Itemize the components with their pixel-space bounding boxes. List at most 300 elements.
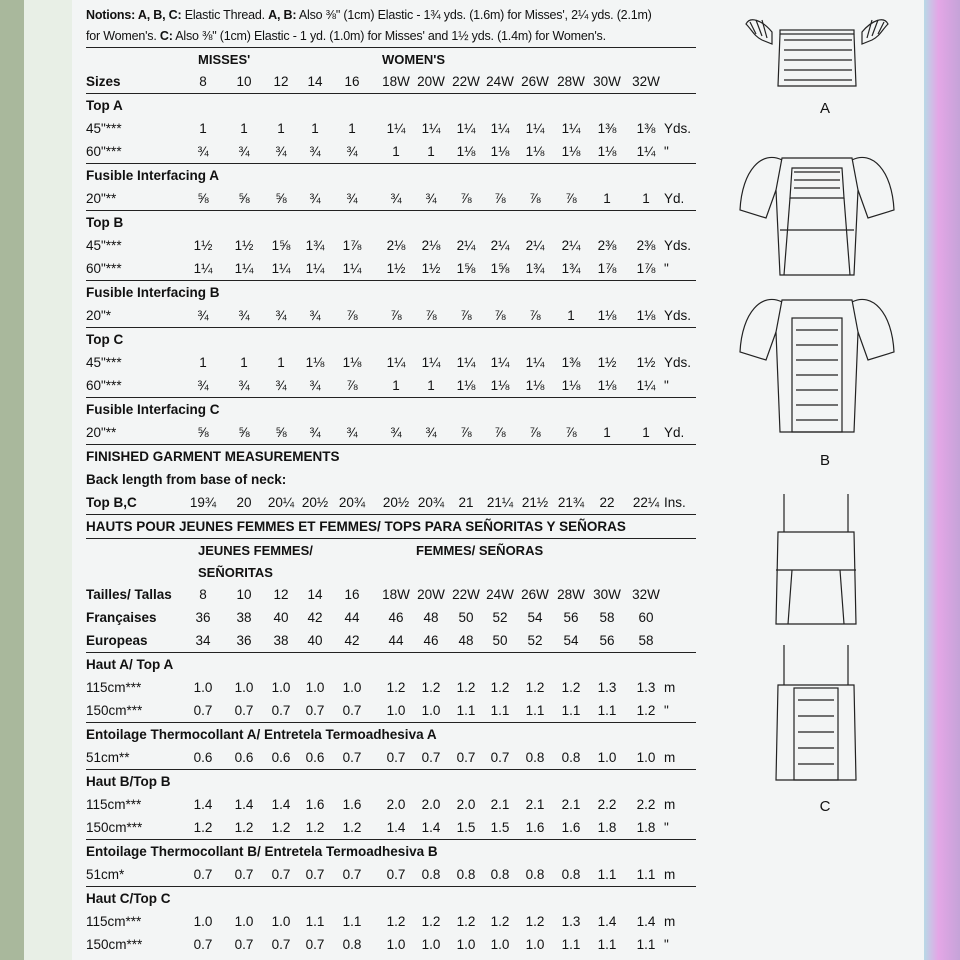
cell-value: 1.0 <box>193 914 213 929</box>
cell-value: 20½ <box>382 495 410 510</box>
cell-value: 40 <box>273 610 289 625</box>
cell-value: 1¼ <box>386 355 406 370</box>
cell-value: 2.2 <box>636 797 656 812</box>
row-label: 60"*** <box>86 378 122 393</box>
yardage-row <box>86 304 696 327</box>
cell-value: 1⅛ <box>456 144 476 159</box>
cell-value: 1⅛ <box>490 378 510 393</box>
cell-value: 22¼ <box>632 495 660 510</box>
cell-value: 44 <box>344 610 360 625</box>
row-label: 60"*** <box>86 144 122 159</box>
cell-value: 1 <box>240 121 248 136</box>
section-0 <box>86 94 696 117</box>
notions-womens-text: for Women's. <box>86 29 160 43</box>
cell-value: ¾ <box>309 425 321 440</box>
cell-value: 1¼ <box>456 121 476 136</box>
cell-value: 16 <box>344 587 360 602</box>
yardage-row <box>86 351 696 374</box>
metric-yardage-row <box>86 863 696 886</box>
cell-value: 56 <box>599 633 615 648</box>
cell-value: ¾ <box>197 144 209 159</box>
cell-value: 40 <box>307 633 323 648</box>
cell-value: 1.0 <box>234 914 254 929</box>
cell-value: ¾ <box>275 378 287 393</box>
cell-value: 1.2 <box>305 820 325 835</box>
cell-value: 16 <box>344 74 360 89</box>
cell-value: ⅞ <box>346 308 358 323</box>
cell-value: 1¼ <box>561 121 581 136</box>
cell-value: 0.7 <box>271 703 291 718</box>
cell-value: 1.0 <box>386 937 406 952</box>
europeas-row <box>86 629 696 652</box>
cell-value: 1⅞ <box>597 261 617 276</box>
cell-value: 1.1 <box>305 914 325 929</box>
view-a-label: A <box>819 100 830 117</box>
row-label: Françaises <box>86 610 157 625</box>
cell-value: 1⅛ <box>525 378 545 393</box>
cell-value: ¾ <box>238 308 250 323</box>
cell-value: ⅞ <box>460 308 472 323</box>
metric-section-3 <box>86 840 696 863</box>
cell-value: 28W <box>557 74 585 89</box>
metric-section-1 <box>86 723 696 746</box>
cell-value: 0.7 <box>234 703 254 718</box>
cell-value: 1 <box>199 355 207 370</box>
cell-value: 1⅝ <box>456 261 476 276</box>
group-femmes-label: FEMMES/ SEÑORAS <box>416 543 544 558</box>
cell-value: 22 <box>599 495 615 510</box>
cell-value: 1.6 <box>525 820 545 835</box>
cell-value: 21 <box>458 495 474 510</box>
cell-value: 36 <box>195 610 211 625</box>
cell-value: 1 <box>199 121 207 136</box>
row-unit: " <box>664 144 669 159</box>
cell-value: 0.7 <box>342 750 362 765</box>
cell-value: 1½ <box>386 261 406 276</box>
cell-value: 1.4 <box>193 797 213 812</box>
cell-value: ⅝ <box>238 425 250 440</box>
cell-value: 1.1 <box>597 937 617 952</box>
cell-value: 1.2 <box>193 820 213 835</box>
section-title: Haut B/Top B <box>86 774 171 789</box>
cell-value: 1⅛ <box>490 144 510 159</box>
row-label: Sizes <box>86 74 121 89</box>
section-3 <box>86 281 696 304</box>
row-label: Tailles/ Tallas <box>86 587 172 602</box>
cell-value: 1.4 <box>597 914 617 929</box>
cell-value: 1⅜ <box>561 355 581 370</box>
cell-value: 1.1 <box>636 867 656 882</box>
cell-value: 1⅛ <box>561 144 581 159</box>
cell-value: 19¾ <box>189 495 217 510</box>
cell-value: 1 <box>392 144 400 159</box>
section-title: Haut A/ Top A <box>86 657 174 672</box>
cell-value: 58 <box>638 633 654 648</box>
section-title: Top A <box>86 98 123 113</box>
cell-value: 60 <box>638 610 654 625</box>
metric-sizes-row <box>86 583 696 606</box>
row-unit: m <box>664 867 676 882</box>
cell-value: 1.2 <box>386 914 406 929</box>
cell-value: 1½ <box>193 238 213 253</box>
cell-value: 0.8 <box>421 867 441 882</box>
cell-value: 1¼ <box>234 261 254 276</box>
cell-value: 1⅝ <box>490 261 510 276</box>
group-jeunes-label: JEUNES FEMMES/ <box>198 543 313 558</box>
cell-value: 58 <box>599 610 615 625</box>
cell-value: 1⅛ <box>636 308 656 323</box>
notions-line-2 <box>86 26 696 47</box>
cell-value: 1.0 <box>386 703 406 718</box>
cell-value: ¾ <box>346 425 358 440</box>
cell-value: 21¼ <box>486 495 514 510</box>
notions-ab-label: A, B: <box>268 8 297 22</box>
cell-value: 1¼ <box>525 121 545 136</box>
cell-value: 0.6 <box>234 750 254 765</box>
section-title: Top B <box>86 215 124 230</box>
cell-value: 1.1 <box>636 937 656 952</box>
left-edge-strip <box>0 0 24 960</box>
cell-value: 1⅛ <box>597 378 617 393</box>
cell-value: 1.4 <box>271 797 291 812</box>
cell-value: ¾ <box>390 425 402 440</box>
cell-value: 54 <box>527 610 543 625</box>
cell-value: 1.2 <box>525 914 545 929</box>
cell-value: 1.1 <box>597 867 617 882</box>
cell-value: 0.7 <box>342 867 362 882</box>
view-b-label: B <box>819 452 830 469</box>
cell-value: 1.0 <box>234 680 254 695</box>
cell-value: 1.0 <box>636 750 656 765</box>
row-unit: Yds. <box>664 121 692 136</box>
cell-value: 1.2 <box>234 820 254 835</box>
row-unit: Yd. <box>664 191 685 206</box>
cell-value: 1.3 <box>597 680 617 695</box>
cell-value: 1½ <box>234 238 254 253</box>
cell-value: 21½ <box>521 495 549 510</box>
cell-value: 1.1 <box>525 703 545 718</box>
cell-value: 1¼ <box>305 261 325 276</box>
cell-value: 1¼ <box>490 121 510 136</box>
notions-c-text: Also ⅜" (1cm) Elastic - 1 yd. (1.0m) for Misses' and 1½ yds. (1.4m) for Women's. <box>172 29 606 43</box>
section-title: Haut C/Top C <box>86 891 171 906</box>
cell-value: 0.7 <box>456 750 476 765</box>
cell-value: 0.7 <box>271 867 291 882</box>
cell-value: 1⅜ <box>597 121 617 136</box>
section-title: Entoilage Thermocollant A/ Entretela Termoadhesiva A <box>86 727 437 742</box>
cell-value: 2⅛ <box>421 238 441 253</box>
cell-value: 1.2 <box>490 680 510 695</box>
cell-value: 1 <box>642 191 650 206</box>
cell-value: 2.1 <box>525 797 545 812</box>
cell-value: 1¼ <box>421 121 441 136</box>
cell-value: 1.2 <box>456 680 476 695</box>
cell-value: 1⅝ <box>271 238 291 253</box>
cell-value: 1.2 <box>386 680 406 695</box>
cell-value: 38 <box>273 633 289 648</box>
cell-value: 1¼ <box>271 261 291 276</box>
cell-value: 10 <box>236 74 252 89</box>
row-label: 150cm*** <box>86 820 143 835</box>
cell-value: ¾ <box>309 144 321 159</box>
cell-value: 1⅛ <box>456 378 476 393</box>
cell-value: 1.0 <box>525 937 545 952</box>
section-title: HAUTS POUR JEUNES FEMMES ET FEMMES/ TOPS PARA SEÑORITAS Y SEÑORAS <box>86 519 626 534</box>
cell-value: 2¼ <box>561 238 581 253</box>
cell-value: ¾ <box>425 425 437 440</box>
cell-value: 1.2 <box>271 820 291 835</box>
view-a-illustration <box>746 20 888 86</box>
cell-value: 1.2 <box>525 680 545 695</box>
cell-value: 0.7 <box>386 867 406 882</box>
row-label: 150cm*** <box>86 703 143 718</box>
cell-value: 0.8 <box>525 750 545 765</box>
cell-value: 1 <box>240 355 248 370</box>
row-label: 51cm* <box>86 867 125 882</box>
cell-value: ⅞ <box>494 425 506 440</box>
row-label: 45"*** <box>86 121 122 136</box>
cell-value: 1.0 <box>421 703 441 718</box>
cell-value: 44 <box>388 633 404 648</box>
cell-value: ¾ <box>309 191 321 206</box>
cell-value: 20¼ <box>267 495 295 510</box>
cell-value: 1.2 <box>490 914 510 929</box>
cell-value: 1.3 <box>636 680 656 695</box>
cell-value: 1⅜ <box>636 121 656 136</box>
cell-value: 1.0 <box>271 680 291 695</box>
row-unit: m <box>664 680 676 695</box>
cell-value: 0.6 <box>271 750 291 765</box>
row-unit: " <box>664 937 669 952</box>
row-unit: " <box>664 261 669 276</box>
cell-value: ⅞ <box>529 308 541 323</box>
view-c-back-illustration <box>776 645 856 780</box>
cell-value: 32W <box>632 587 660 602</box>
section-title: Entoilage Thermocollant B/ Entretela Termoadhesiva B <box>86 844 438 859</box>
cell-value: 0.7 <box>421 750 441 765</box>
cell-value: 42 <box>344 633 360 648</box>
cell-value: 12 <box>273 74 289 89</box>
cell-value: 1.2 <box>421 680 441 695</box>
cell-value: 0.8 <box>561 867 581 882</box>
row-label: 51cm** <box>86 750 130 765</box>
cell-value: 0.7 <box>193 867 213 882</box>
cell-value: 1⅞ <box>342 238 362 253</box>
cell-value: 0.7 <box>234 867 254 882</box>
cell-value: 46 <box>423 633 439 648</box>
cell-value: 1 <box>427 378 435 393</box>
cell-value: 2¼ <box>525 238 545 253</box>
metric-section-4 <box>86 887 696 910</box>
cell-value: 1 <box>348 121 356 136</box>
cell-value: 56 <box>563 610 579 625</box>
metric-title <box>86 515 696 538</box>
row-label: 115cm*** <box>86 680 142 695</box>
row-unit: m <box>664 914 676 929</box>
yardage-row <box>86 187 696 210</box>
cell-value: 0.8 <box>456 867 476 882</box>
cell-value: 14 <box>307 74 323 89</box>
cell-value: 30W <box>593 74 621 89</box>
cell-value: 1 <box>603 191 611 206</box>
group-womens-label: WOMEN'S <box>382 52 446 67</box>
cell-value: 1.1 <box>561 703 581 718</box>
section-title: Fusible Interfacing A <box>86 168 220 183</box>
cell-value: 1.6 <box>305 797 325 812</box>
section-5 <box>86 398 696 421</box>
cell-value: 48 <box>458 633 474 648</box>
cell-value: 1 <box>392 378 400 393</box>
cell-value: 24W <box>486 74 514 89</box>
row-label: 20"* <box>86 308 112 323</box>
cell-value: 1.1 <box>597 703 617 718</box>
cell-value: 1.3 <box>561 914 581 929</box>
cell-value: ¾ <box>197 308 209 323</box>
cell-value: 1⅛ <box>305 355 325 370</box>
cell-value: 1.2 <box>421 914 441 929</box>
cell-value: 0.7 <box>305 867 325 882</box>
cell-value: 1.1 <box>490 703 510 718</box>
group-jeunes-label-2: SEÑORITAS <box>198 565 273 580</box>
row-label: 60"*** <box>86 261 122 276</box>
cell-value: 1 <box>427 144 435 159</box>
row-unit: Yds. <box>664 308 692 323</box>
section-title: Fusible Interfacing C <box>86 402 220 417</box>
cell-value: ¾ <box>390 191 402 206</box>
cell-value: 1.0 <box>490 937 510 952</box>
cell-value: 0.8 <box>490 867 510 882</box>
cell-value: 32W <box>632 74 660 89</box>
row-unit: Yds. <box>664 238 692 253</box>
cell-value: ¾ <box>309 378 321 393</box>
row-unit: Yd. <box>664 425 685 440</box>
cell-value: 2.0 <box>421 797 441 812</box>
row-label: 45"*** <box>86 355 122 370</box>
metric-yardage-row <box>86 816 696 839</box>
misses-womens-header <box>86 48 696 70</box>
cell-value: 1.0 <box>456 937 476 952</box>
cell-value: ⅝ <box>275 425 287 440</box>
metric-yardage-row <box>86 793 696 816</box>
cell-value: ⅞ <box>529 191 541 206</box>
cell-value: ⅝ <box>197 191 209 206</box>
view-b-front-illustration <box>740 157 894 275</box>
cell-value: 1¼ <box>421 355 441 370</box>
notions-elastic-thread: Elastic Thread. <box>181 8 269 22</box>
cell-value: 14 <box>307 587 323 602</box>
cell-value: 1.0 <box>305 680 325 695</box>
cell-value: ¾ <box>238 378 250 393</box>
cell-value: 0.7 <box>305 703 325 718</box>
cell-value: 2¼ <box>490 238 510 253</box>
cell-value: 54 <box>563 633 579 648</box>
right-edge-strip <box>924 0 960 960</box>
cell-value: ⅞ <box>494 308 506 323</box>
cell-value: 0.8 <box>561 750 581 765</box>
row-unit: Yds. <box>664 355 692 370</box>
cell-value: 26W <box>521 74 549 89</box>
cell-value: 52 <box>492 610 508 625</box>
cell-value: 10 <box>236 587 252 602</box>
cell-value: 1¼ <box>490 355 510 370</box>
notions-c-label: C: <box>159 29 173 43</box>
cell-value: ⅞ <box>565 425 577 440</box>
cell-value: 1¼ <box>456 355 476 370</box>
row-label: 150cm*** <box>86 937 143 952</box>
cell-value: 1.1 <box>456 703 476 718</box>
back-length-label <box>86 468 696 491</box>
cell-value: 38 <box>236 610 252 625</box>
row-label: 20"** <box>86 191 117 206</box>
row-label: Europeas <box>86 633 148 648</box>
cell-value: 2.1 <box>490 797 510 812</box>
cell-value: ¾ <box>238 144 250 159</box>
row-label: 45"*** <box>86 238 122 253</box>
cell-value: 1.4 <box>234 797 254 812</box>
cell-value: 1.2 <box>456 914 476 929</box>
back-length-row <box>86 491 696 514</box>
cell-value: 1½ <box>636 355 656 370</box>
cell-value: 18W <box>382 587 410 602</box>
section-title: Fusible Interfacing B <box>86 285 220 300</box>
view-b-back-illustration <box>740 299 894 432</box>
view-c-front-illustration <box>776 494 856 624</box>
cell-value: 1.6 <box>561 820 581 835</box>
cell-value: ¾ <box>275 308 287 323</box>
section-title: FINISHED GARMENT MEASUREMENTS <box>86 449 340 464</box>
cell-value: 1⅛ <box>561 378 581 393</box>
cell-value: 1 <box>277 121 285 136</box>
yardage-row <box>86 257 696 280</box>
cell-value: 2⅜ <box>636 238 656 253</box>
cell-value: 1 <box>642 425 650 440</box>
cell-value: 1¾ <box>305 238 325 253</box>
cell-value: 46 <box>388 610 404 625</box>
cell-value: 2¼ <box>456 238 476 253</box>
sizes-row <box>86 70 696 93</box>
cell-value: 1⅞ <box>636 261 656 276</box>
cell-value: ¾ <box>309 308 321 323</box>
cell-value: 12 <box>273 587 289 602</box>
cell-value: ⅞ <box>494 191 506 206</box>
cell-value: 1¼ <box>386 121 406 136</box>
cell-value: 22W <box>452 587 480 602</box>
row-unit: " <box>664 378 669 393</box>
garment-illustrations <box>732 0 922 960</box>
cell-value: 0.6 <box>193 750 213 765</box>
notions-line-1 <box>86 5 696 26</box>
cell-value: 1¾ <box>561 261 581 276</box>
cell-value: 50 <box>492 633 508 648</box>
cell-value: 42 <box>307 610 323 625</box>
cell-value: 20¾ <box>417 495 445 510</box>
metric-yardage-row <box>86 910 696 933</box>
cell-value: ⅞ <box>460 425 472 440</box>
yardage-row <box>86 234 696 257</box>
yardage-row <box>86 374 696 397</box>
cell-value: 0.7 <box>490 750 510 765</box>
finished-measurements-title <box>86 445 696 468</box>
cell-value: 0.8 <box>525 867 545 882</box>
cell-value: 1.1 <box>561 937 581 952</box>
cell-value: 52 <box>527 633 543 648</box>
cell-value: ¾ <box>425 191 437 206</box>
cell-value: 0.7 <box>271 937 291 952</box>
yardage-row <box>86 421 696 444</box>
cell-value: 21¾ <box>557 495 585 510</box>
cell-value: 1.4 <box>636 914 656 929</box>
cell-value: 1⅛ <box>597 308 617 323</box>
